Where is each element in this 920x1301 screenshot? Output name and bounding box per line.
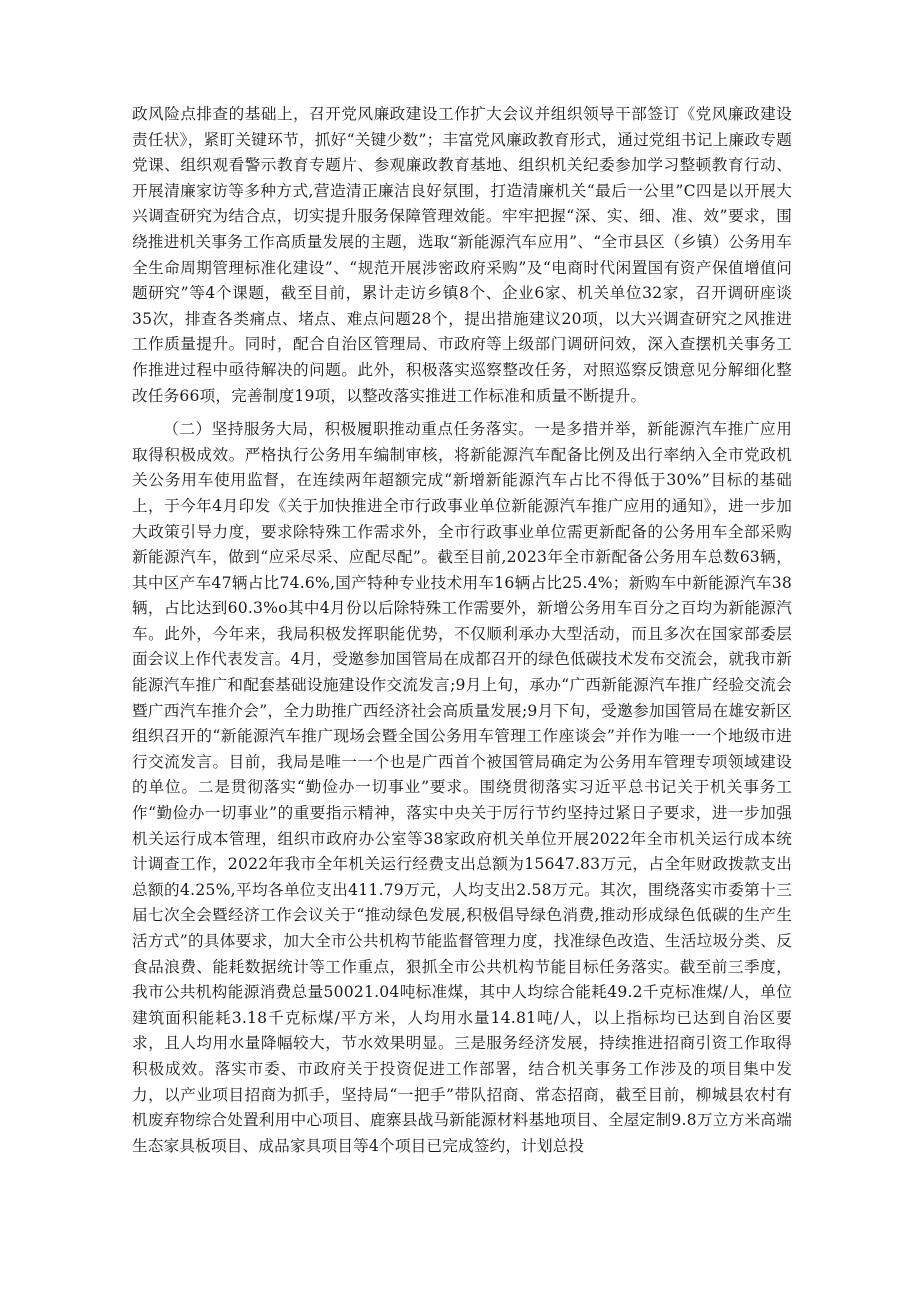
document-page <box>132 102 792 1159</box>
paragraph-continuation: 政风险点排查的基础上，召开党风廉政建设工作扩大会议并组织领导干部签订《党风廉政建设责任状》，紧盯关键环节，抓好“关键少数”；丰富党风廉政教育形式，通过党组书记上廉政专题党课、组织观看警示教育专题片、参观廉政教育基地、组织机关纪委参加学习整顿教育行动、开展清廉家访等多种方式,营造清正廉洁良好氛围，打造清廉机关“最后一公里”C四是以开展大兴调查研究为结合点，切实提升服务保障管理效能。牢牢把握“深、实、细、准、效”要求，围绕推进机关事务工作高质量发展的主题，选取“新能源汽车应用”、“全市县区（乡镇）公务用车全生命周期管理标准化建设”、“规范开展涉密政府采购”及“电商时代闲置国有资产保值增值问题研究”等4个课题，截至目前，累计走访乡镇8个、企业6家、机关单位32家，召开调研座谈35次，排查各类痛点、堵点、难点问题28个，提出措施建议20项，以大兴调查研究之风推进工作质量提升。同时，配合自治区管理局、市政府等上级部门调研问效，深入查摆机关事务工作推进过程中亟待解决的问题。此外，积极落实巡察整改任务，对照巡察反馈意见分解细化整改任务66项，完善制度19项，以整改落实推进工作标准和质量不断提升。 <box>132 105 792 405</box>
paragraph-section-two: （二）坚持服务大局，积极履职推动重点任务落实。一是多措并举，新能源汽车推广应用取得积极成效。严格执行公务用车编制审核，将新能源汽车配备比例及出行率纳入全市党政机关公务用车使用监督，在连续两年超额完成“新增新能源汽车占比不得低于30%”目标的基础上，于今年4月印发《关于加快推进全市行政事业单位新能源汽车推广应用的通知》，进一步加大政策引导力度，要求除特殊工作需求外，全市行政事业单位需更新配备的公务用车全部采购新能源汽车，做到“应采尽采、应配尽配”。截至目前,2023年全市新配备公务用车总数63辆，其中区产车47辆占比74.6%,国产特种专业技术用车16辆占比25.4%；新购车中新能源汽车38辆，占比达到60.3%o其中4月份以后除特殊工作需要外，新增公务用车百分之百均为新能源汽车。此外，今年来，我局积极发挥职能优势，不仅顺利承办大型活动，而且多次在国家部委层面会议上作代表发言。4月，受邀参加国管局在成都召开的绿色低碳技术发布交流会，就我市新能源汽车推广和配套基础设施建设作交流发言;9月上旬，承办“广西新能源汽车推广经验交流会暨广西汽车推介会”，全力助推广西经济社会高质量发展;9月下旬，受邀参加国管局在雄安新区组织召开的“新能源汽车推广现场会暨全国公务用车管理工作座谈会”并作为唯一一个地级市进行交流发言。目前，我局是唯一一个也是广西首个被国管局确定为公务用车管理专项领域建设的单位。二是贯彻落实“勤俭办一切事业”要求。围绕贯彻落实习近平总书记关于机关事务工作“勤俭办一切事业”的重要指示精神，落实中央关于厉行节约坚持过紧日子要求，进一步加强机关运行成本管理，组织市政府办公室等38家政府机关单位开展2022年全市机关运行成本统计调查工作，2022年我市全年机关运行经费支出总额为15647.83万元，占全年财政拨款支出总额的4.25%,平均各单位支出411.79万元，人均支出2.58万元。其次，围绕落实市委第十三届七次全会暨经济工作会议关于“推动绿色发展,积极倡导绿色消费,推动形成绿色低碳的生产生活方式”的具体要求，加大全市公共机构节能监督管理力度，找准绿色改造、生活垃圾分类、反食品浪费、能耗数据统计等工作重点，狠抓全市公共机构节能目标任务落实。截至前三季度，我市公共机构能源消费总量50021.04吨标准煤，其中人均综合能耗49.2千克标准煤/人，单位建筑面积能耗3.18千克标煤/平方米，人均用水量14.81吨/人，以上指标均已达到自治区要求，且人均用水量降幅较大，节水效果明显。三是服务经济发展，持续推进招商引资工作取得积极成效。落实市委、市政府关于投资促进工作部署，结合机关事务工作涉及的项目集中发力，以产业项目招商为抓手，坚持局“一把手”带队招商、常态招商，截至目前，柳城县农村有机废弃物综合处置利用中心项目、鹿寨县战马新能源材料基地项目、全屋定制9.8万立方米高端生态家具板项目、成品家具项目等4个项目已完成签约，计划总投 <box>132 420 792 1155</box>
